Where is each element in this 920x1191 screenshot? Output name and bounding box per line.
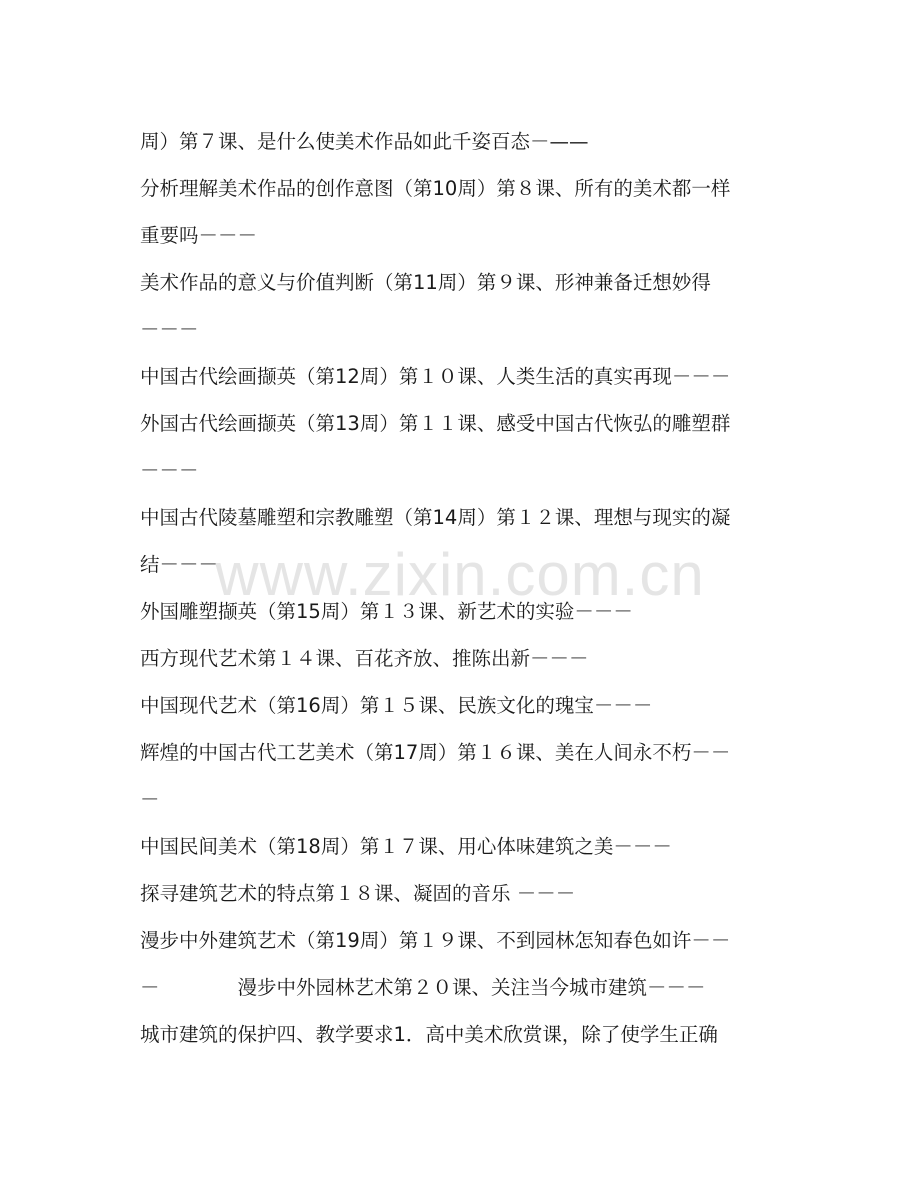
text-line: 辉煌的中国古代工艺美术（第17周）第１６课、美在人间永不朽－－ — [140, 741, 731, 764]
text-line: 中国古代陵墓雕塑和宗教雕塑（第14周）第１２课、理想与现实的凝 — [140, 506, 731, 529]
text-line: 外国雕塑撷英（第15周）第１３课、新艺术的实验－－－ — [140, 600, 633, 623]
text-line: 结－－－ — [140, 553, 219, 576]
text-line: 美术作品的意义与价值判断（第11周）第９课、形神兼备迁想妙得 — [140, 271, 711, 294]
text-line: 中国民间美术（第18周）第１７课、用心体味建筑之美－－－ — [140, 835, 672, 858]
text-line: －－－ — [140, 459, 199, 482]
text-line: －－－ — [140, 318, 199, 341]
text-line: 漫步中外建筑艺术（第19周）第１９课、不到园林怎知春色如许－－ — [140, 929, 731, 952]
text-line: 外国古代绘画撷英（第13周）第１１课、感受中国古代恢弘的雕塑群 — [140, 412, 731, 435]
text-line: 中国现代艺术（第16周）第１５课、民族文化的瑰宝－－－ — [140, 694, 653, 717]
body-text — [140, 118, 780, 1058]
text-line: 探寻建筑艺术的特点第１８课、凝固的音乐 －－－ — [140, 882, 576, 905]
text-line: 西方现代艺术第１４课、百花齐放、推陈出新－－－ — [140, 647, 589, 670]
text-line: 重要吗－－－ — [140, 224, 258, 247]
text-line: － — [140, 788, 160, 811]
text-line: 周）第７课、是什么使美术作品如此千姿百态－—— — [140, 130, 589, 153]
text-line: 中国古代绘画撷英（第12周）第１０课、人类生活的真实再现－－－ — [140, 365, 731, 388]
text-line: 城市建筑的保护四、教学要求1．高中美术欣赏课，除了使学生正确 — [140, 1023, 718, 1046]
text-line: － 漫步中外园林艺术第２０课、关注当今城市建筑－－－ — [140, 976, 706, 999]
site-watermark: www.zixin.com.cn — [215, 541, 705, 608]
text-line: 分析理解美术作品的创作意图（第10周）第８课、所有的美术都一样 — [140, 177, 731, 200]
